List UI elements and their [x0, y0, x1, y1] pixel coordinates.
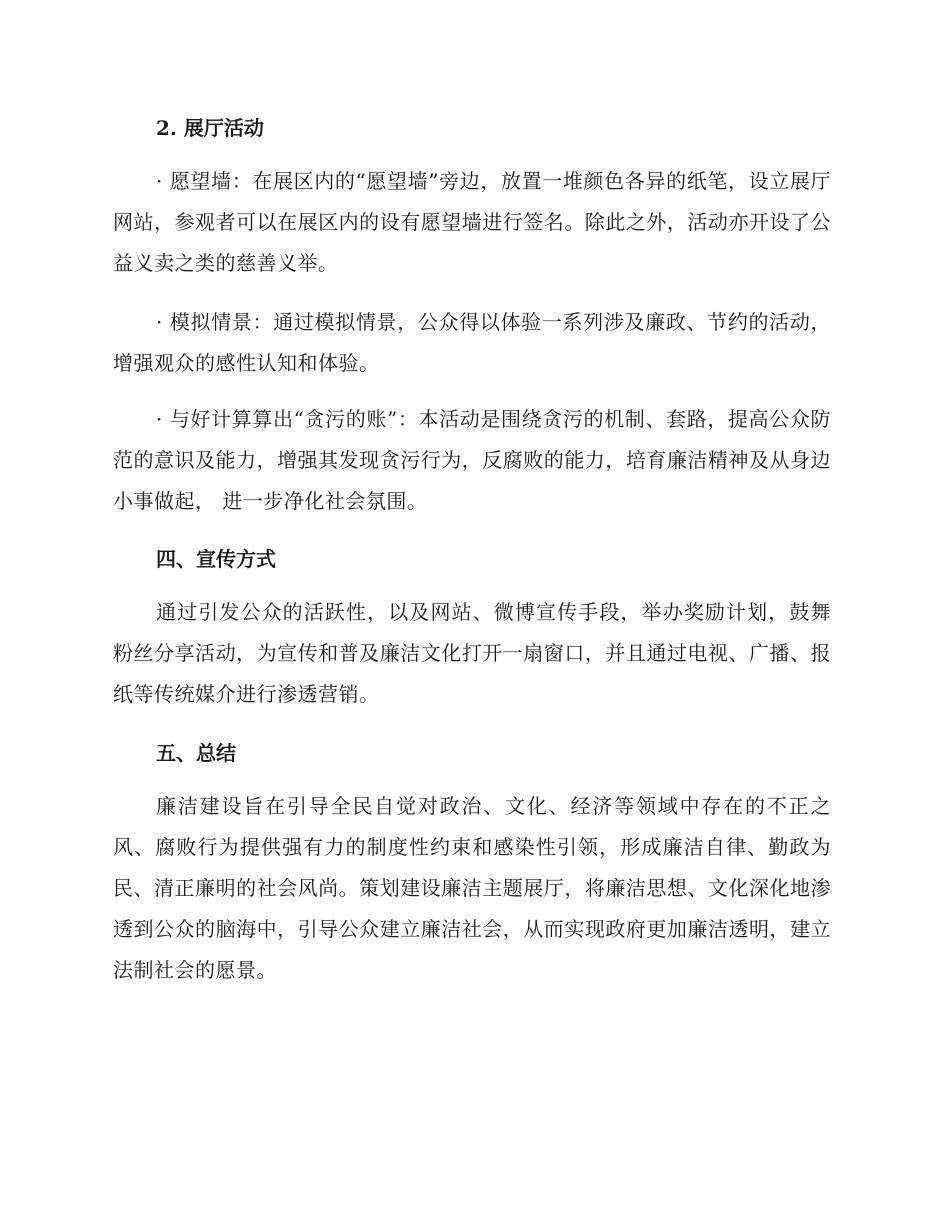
heading-promotion: 四、宣传方式: [156, 547, 276, 571]
section-heading-exhibit-activities: [113, 114, 831, 142]
section-body-summary: [113, 786, 831, 991]
bullet-wish-wall: [113, 161, 831, 284]
paragraph-corruption-accounting: · 与好计算算出“贪污的账”：本活动是围绕贪污的机制、套路，提高公众防范的意识及能力，增强其发现贪污行为，反腐败的能力，培育廉洁精神及从身边小事做起， 进一步净化社会氛围。: [113, 407, 831, 513]
paragraph-wish-wall: · 愿望墙：在展区内的“愿望墙”旁边，放置一堆颜色各异的纸笔，设立展厅网站，参观者可以在展区内的设有愿望墙进行签名。除此之外，活动亦开设了公益义卖之类的慈善义举。: [113, 169, 831, 275]
section-heading-promotion: [113, 545, 831, 573]
bullet-corruption-accounting: [113, 399, 831, 522]
paragraph-summary: 廉洁建设旨在引导全民自觉对政治、文化、经济等领域中存在的不正之风、腐败行为提供强有力的制度性约束和感染性引领，形成廉洁自律、勤政为民、清正廉明的社会风尚。策划建设廉洁主题展厅，将廉洁思想、文化深化地渗透到公众的脑海中，引导公众建立廉洁社会，从而实现政府更加廉洁透明，建立法制社会的愿景。: [113, 794, 831, 982]
paragraph-simulation: · 模拟情景：通过模拟情景，公众得以体验一系列涉及廉政、节约的活动，增强观众的感性认知和体验。: [113, 310, 831, 375]
paragraph-promotion: 通过引发公众的活跃性，以及网站、微博宣传手段，举办奖励计划，鼓舞粉丝分享活动，为宣传和普及廉洁文化打开一扇窗口，并且通过电视、广播、报纸等传统媒介进行渗透营销。: [113, 600, 831, 706]
section-body-promotion: [113, 592, 831, 715]
heading-summary: 五、总结: [156, 741, 236, 765]
bullet-simulation: [113, 302, 831, 384]
heading-exhibit-activities: 2. 展厅活动: [156, 116, 264, 140]
section-heading-summary: [113, 739, 831, 767]
